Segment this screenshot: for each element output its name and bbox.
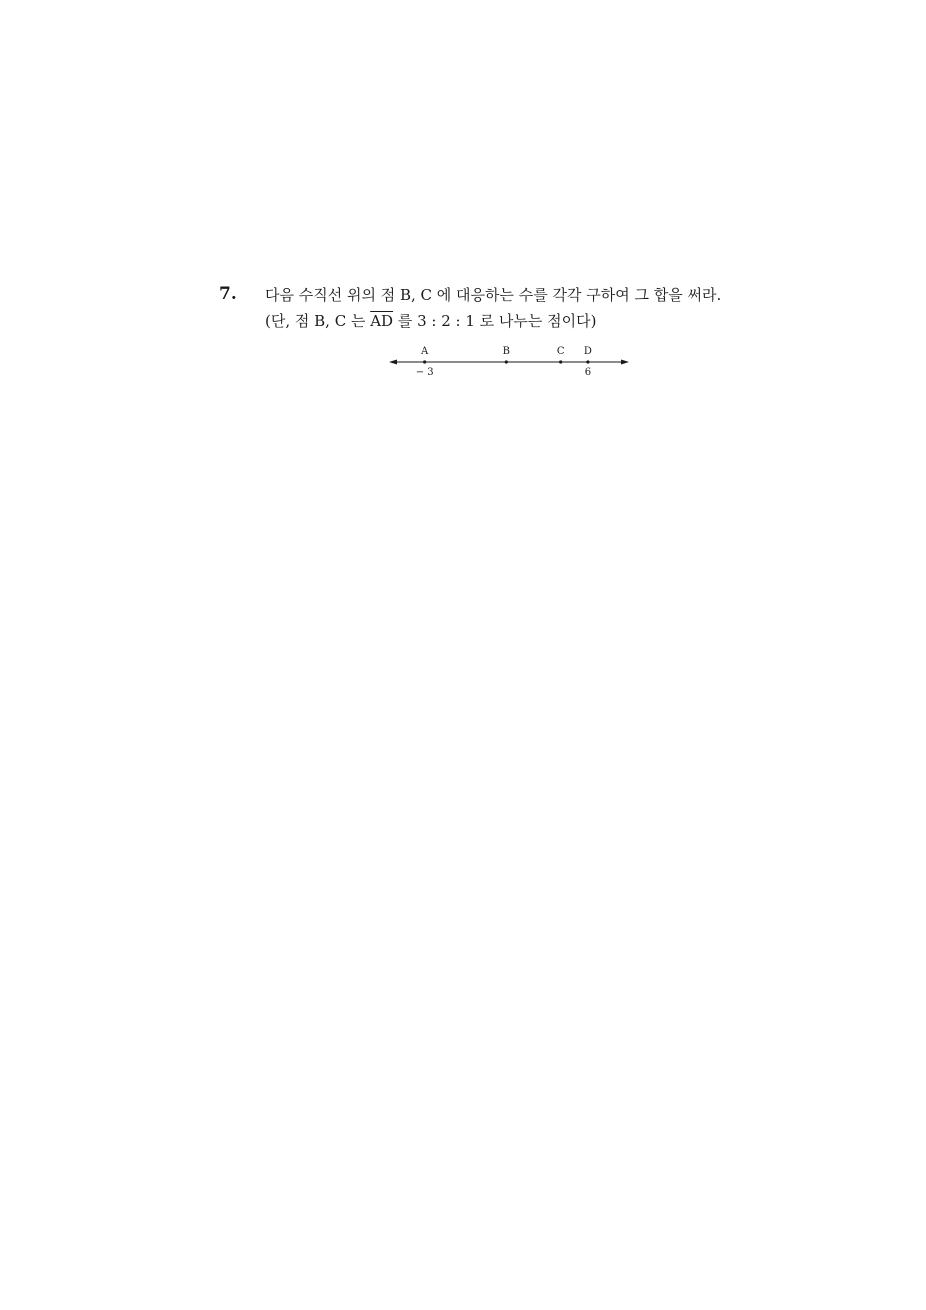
point-a-label: A [421, 346, 429, 357]
segment-ad: $\overline{AD}$ [370, 312, 394, 330]
number-line-figure [386, 340, 632, 380]
point-d-dot [586, 360, 589, 363]
point-d-label: D [583, 346, 592, 357]
problem-condition [265, 311, 597, 331]
point-a-value: − 3 [415, 367, 434, 378]
point-b-label: B [502, 346, 510, 357]
problem-number: 7. [219, 284, 237, 304]
point-c-label: C [556, 346, 565, 357]
problem-statement: 다음 수직선 위의 점 B, C 에 대응하는 수를 각각 구하여 그 합을 써라. [265, 286, 722, 304]
condition-prefix: (단, 점 B, C 는 [265, 312, 371, 330]
point-d-value: 6 [584, 367, 592, 378]
point-a-dot [423, 360, 426, 363]
left-arrow-icon [389, 360, 397, 365]
condition-suffix: 를 3 : 2 : 1 로 나누는 점이다) [393, 312, 597, 330]
point-c-dot [559, 360, 562, 363]
right-arrow-icon [621, 360, 629, 365]
point-b-dot [505, 360, 508, 363]
